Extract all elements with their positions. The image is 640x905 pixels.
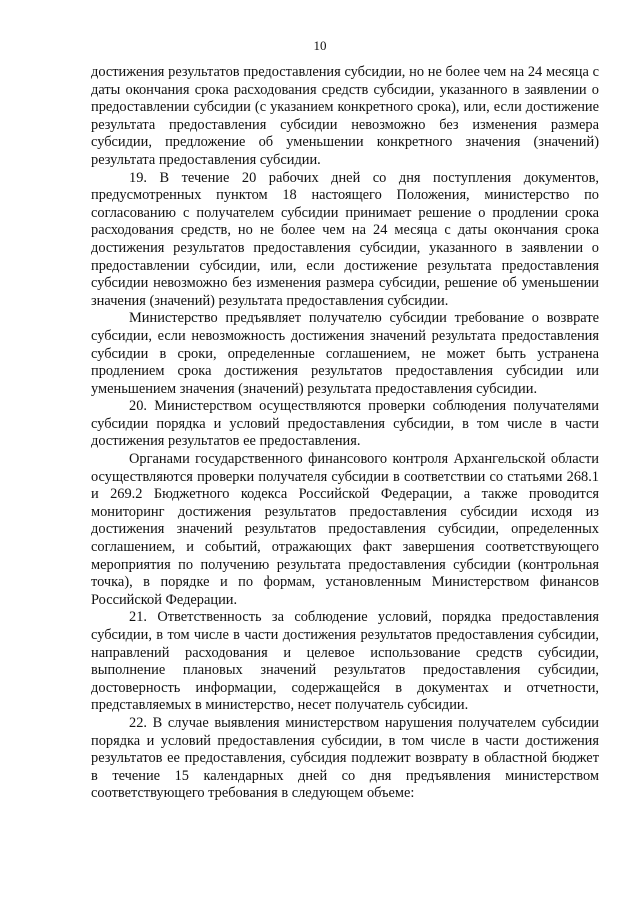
page-number: 10 [313,38,327,53]
document-body [91,64,599,803]
paragraph-19: 19. В течение 20 рабочих дней со дня поступления документов, предусмотренных пунктом 18 настоящего Положения, министерство по согласованию с получателем субсидии принимает решение о продлении срока расходования средств, но не более чем на 24 месяца с даты окончания срока достижения результатов предоставления субсидии, указанного в заявлении о предоставлении субсидии, или, если достижение результата предоставления субсидии невозможно без изменения размера субсидии, решение об уменьшении значения (значений) результата предоставления субсидии. [91,169,599,309]
paragraph-continuation: достижения результатов предоставления субсидии, но не более чем на 24 месяца с даты окончания срока расходования средств субсидии, указанного в заявлении о предоставлении субсидии (с указанием конкретного срока), или, если достижение результата предоставления субсидии невозможно без изменения размера субсидии, предложение об уменьшении конкретного значения (значений) результата предоставления субсидии. [91,64,599,168]
paragraph-21: 21. Ответственность за соблюдение условий, порядка предоставления субсидии, в том числе в части достижения результатов предоставления субсидии, направлений расходования и целевое использование средств субсидии, выполнение плановых значений результатов предоставления субсидии, достоверность информации, содержащейся в документах и отчетности, представляемых в министерство, несет получатель субсидии. [91,609,599,714]
paragraph-return-requirement: Министерство предъявляет получателю субсидии требование о возврате субсидии, если невозможность достижения значений результата предоставления субсидии в сроки, определенные соглашением, не может быть устранена продлением срока достижения результатов предоставления субсидии или уменьшением значения (значений) результата предоставления субсидии. [91,310,599,397]
paragraph-22: 22. В случае выявления министерством нарушения получателем субсидии порядка и условий предоставления субсидии, в том числе в части достижения результатов ее предоставления, субсидия подлежит возврату в областной бюджет в течение 15 календарных дней со дня предъявления министерством соответствующего требования в следующем объеме: [91,714,599,802]
paragraph-financial-control: Органами государственного финансового контроля Архангельской области осуществляются проверки получателя субсидии в соответствии со статьями 268.1 и 269.2 Бюджетного кодекса Российской Федерации, а также проводится мониторинг достижения результатов предоставления субсидии исходя из достижения значений результатов предоставления субсидии, определенных соглашением, и событий, отражающих факт завершения соответствующего мероприятия по получению результата предоставления субсидии (контрольная точка), в порядке и по формам, установленным Министерством финансов Российской Федерации. [91,451,599,608]
paragraph-20: 20. Министерством осуществляются проверки соблюдения получателями субсидии порядка и условий предоставления субсидии, в том числе в части достижения результатов ее предоставления. [91,398,599,450]
